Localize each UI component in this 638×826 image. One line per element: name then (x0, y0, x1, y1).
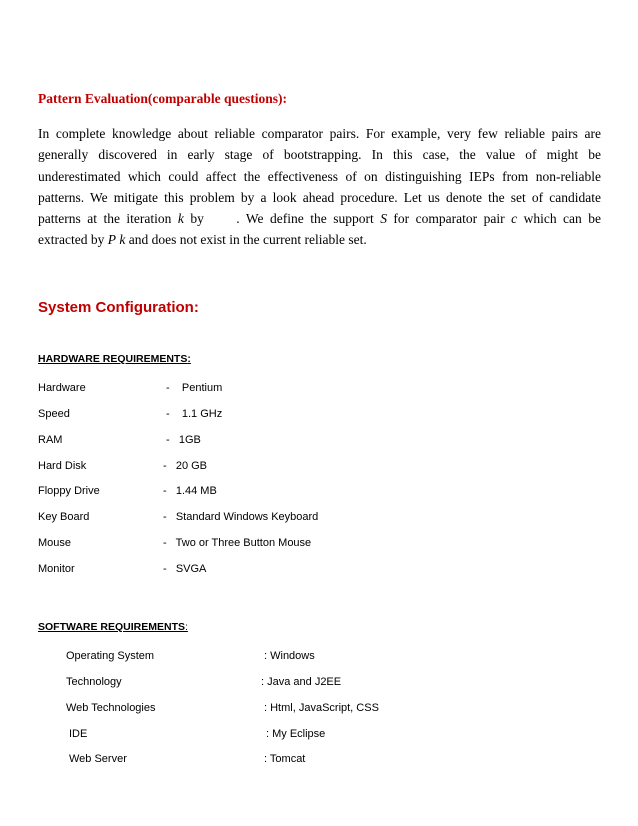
hw-value: - SVGA (163, 563, 207, 575)
system-configuration-heading: System Configuration: (38, 299, 199, 316)
math-s: S (380, 211, 387, 227)
software-requirements-heading: SOFTWARE REQUIREMENTS: (38, 621, 188, 633)
hw-value: - Pentium (166, 382, 223, 394)
hw-label: Speed (38, 408, 70, 420)
math-c: c (511, 211, 518, 227)
hw-label: Hard Disk (38, 460, 87, 472)
hardware-requirements-heading: HARDWARE REQUIREMENTS: (38, 353, 191, 365)
sw-label: IDE (69, 728, 88, 740)
hw-value: - Two or Three Button Mouse (163, 537, 312, 549)
hw-label: RAM (38, 434, 63, 446)
hw-label: Floppy Drive (38, 485, 100, 497)
paragraph-line-5: patterns at the iteration k by . We define the support S for comparator pair c which can be (38, 211, 602, 227)
sw-value: : Java and J2EE (261, 676, 342, 688)
hw-value: - 1.44 MB (163, 485, 217, 497)
sw-value: : My Eclipse (266, 728, 326, 740)
sw-value: : Tomcat (264, 753, 306, 765)
sw-value: : Html, JavaScript, CSS (264, 702, 379, 714)
math-k: k (177, 211, 184, 227)
pattern-evaluation-heading: Pattern Evaluation(comparable questions): (38, 91, 287, 106)
hw-value: - Standard Windows Keyboard (163, 511, 319, 523)
hw-label: Mouse (38, 537, 72, 549)
hw-value: - 20 GB (163, 460, 208, 472)
hw-value: - 1.1 GHz (166, 408, 223, 420)
sw-label: Operating System (66, 650, 155, 662)
hw-label: Monitor (38, 563, 75, 575)
hw-label: Key Board (38, 511, 90, 523)
sw-label: Technology (66, 676, 122, 688)
hw-label: Hardware (38, 382, 86, 394)
math-k2: k (119, 232, 126, 248)
sw-label: Web Technologies (66, 702, 156, 714)
paragraph-line-4: patterns. We mitigate this problem by a look ahead procedure. Let us denote the set of candidate (38, 189, 601, 205)
paragraph-line-6: extracted by P k and does not exist in the current reliable set. (38, 232, 367, 248)
sw-label: Web Server (69, 753, 127, 765)
math-p: P (107, 232, 116, 248)
paragraph-line-3: underestimated which could affect the effectiveness of on distinguishing IEPs from non-reliable (38, 168, 601, 184)
paragraph-line-1: In complete knowledge about reliable comparator pairs. For example, very few reliable pairs are (38, 126, 601, 141)
paragraph-line-2: generally discovered in early stage of bootstrapping. In this case, the value of might be (38, 147, 601, 163)
hw-value: - 1GB (166, 434, 201, 446)
pattern-evaluation-paragraph (38, 123, 601, 251)
sw-value: : Windows (264, 650, 315, 662)
